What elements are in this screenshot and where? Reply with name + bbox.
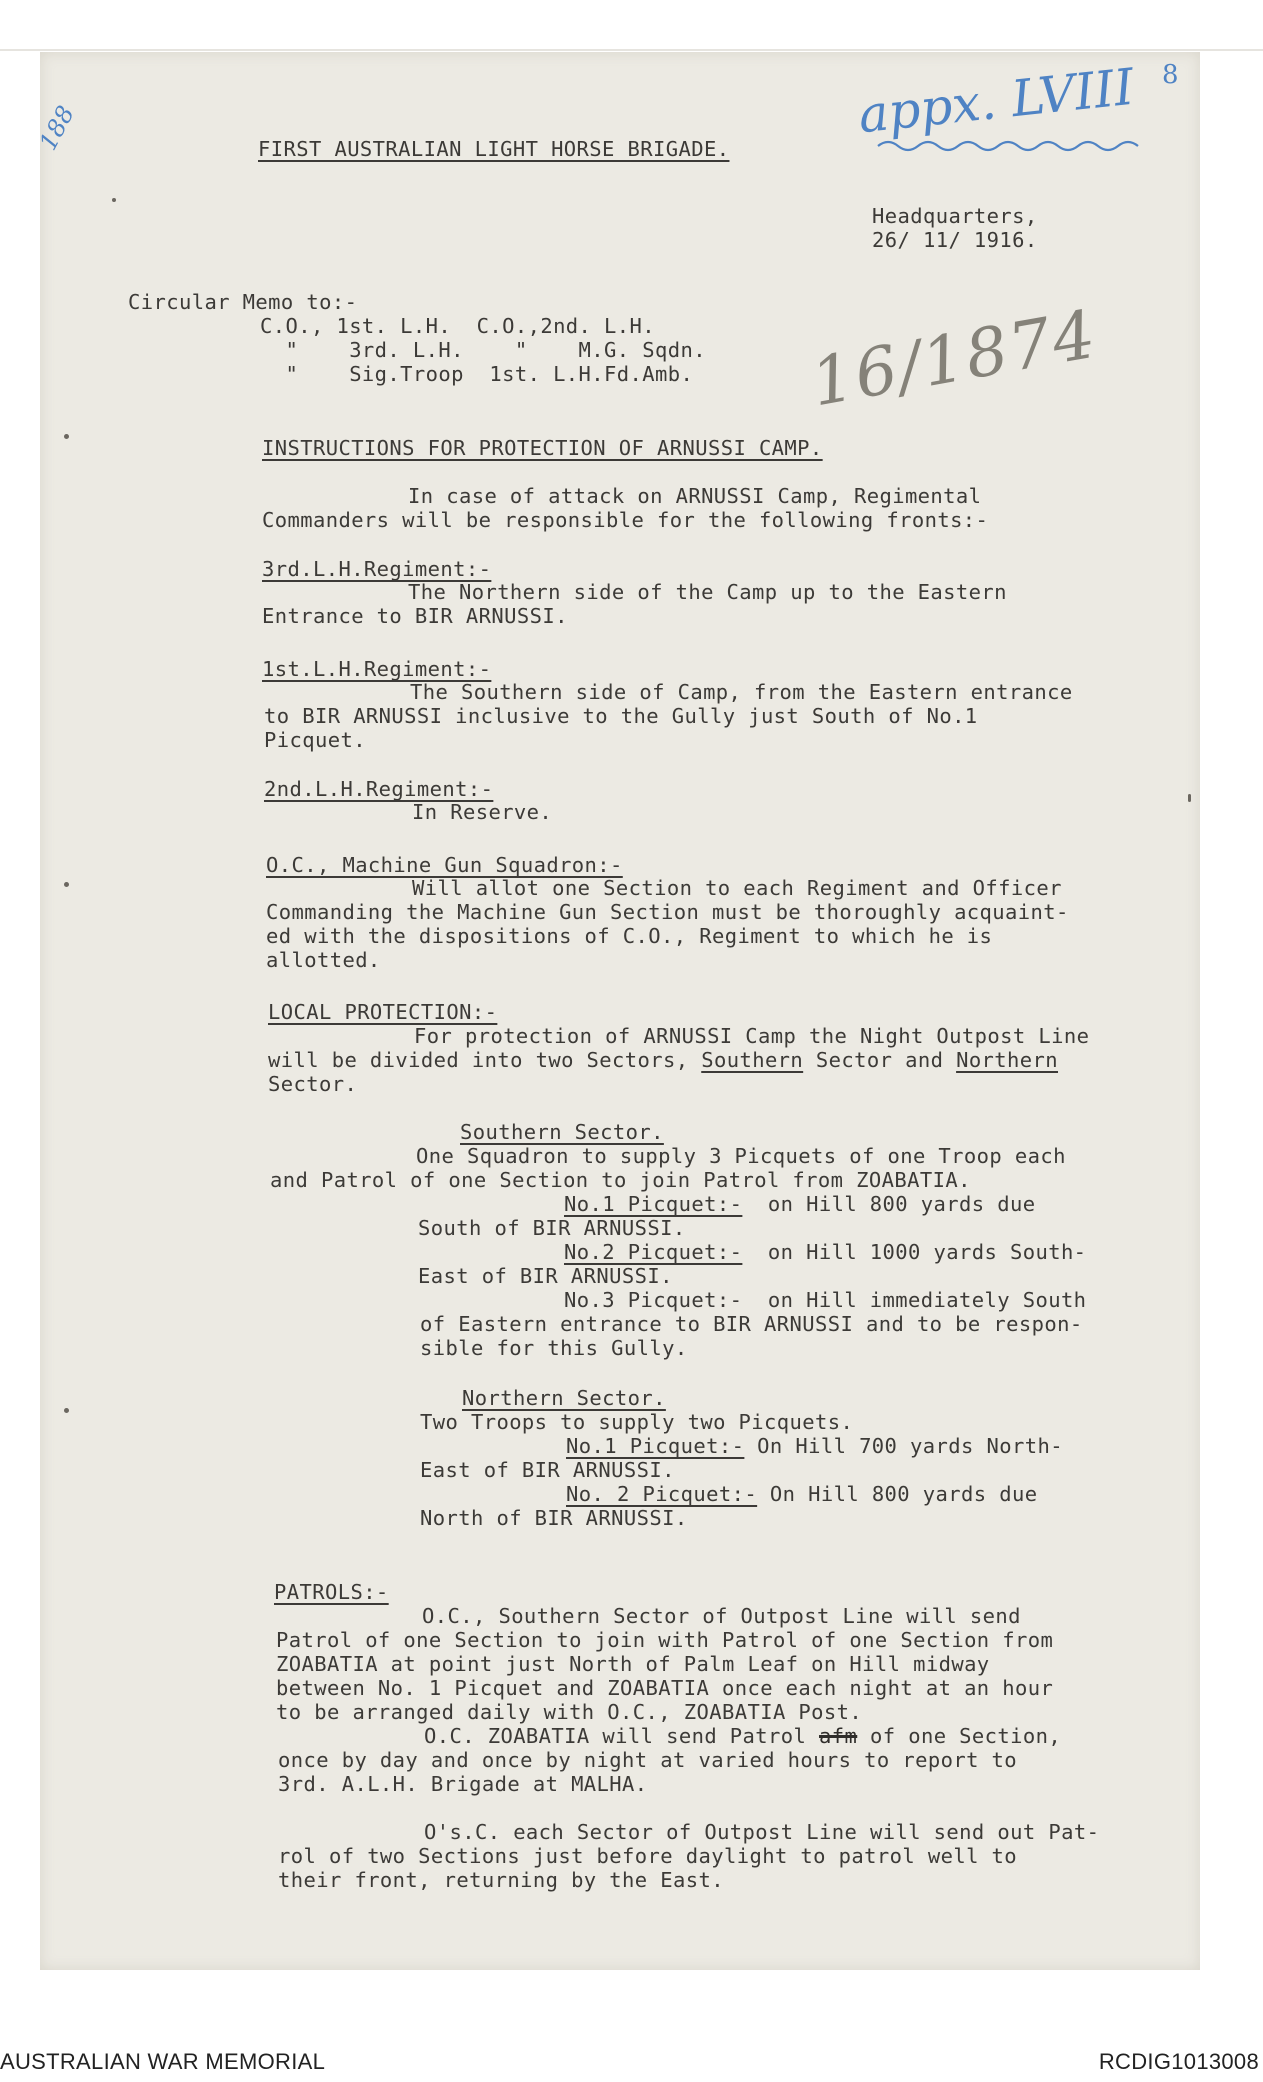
- mg-line: Commanding the Machine Gun Section must be thoroughly acquaint-: [266, 900, 1069, 924]
- patrols-line: ZOABATIA at point just North of Palm Leaf on Hill midway: [276, 1652, 990, 1676]
- top-border-line: [0, 49, 1263, 51]
- southern-line: and Patrol of one Section to join Patrol from ZOABATIA.: [270, 1168, 971, 1192]
- mg-line: allotted.: [266, 948, 381, 972]
- patrols-line: [424, 1724, 1061, 1748]
- appendix-annotation: appx. LVIII: [855, 57, 1137, 145]
- patrols-line: their front, returning by the East.: [278, 1868, 724, 1892]
- picquet-label: No.2 Picquet:-: [564, 1240, 743, 1264]
- picquet-text: On Hill 800 yards due: [757, 1482, 1038, 1506]
- patrols-line: 3rd. A.L.H. Brigade at MALHA.: [278, 1772, 648, 1796]
- intro-line: In case of attack on ARNUSSI Camp, Regimental: [408, 484, 982, 508]
- picquet-label: No. 2 Picquet:-: [566, 1482, 758, 1506]
- patrols-line: once by day and once by night at varied hours to report to: [278, 1748, 1018, 1772]
- intro-line: Commanders will be responsible for the following fronts:-: [262, 508, 989, 532]
- margin-number: 188: [33, 101, 81, 155]
- addressee-line: C.O., 1st. L.H. C.O.,2nd. L.H.: [260, 314, 656, 338]
- mg-line: Will allot one Section to each Regiment and Officer: [412, 876, 1062, 900]
- northern-picquet-1-cont: East of BIR ARNUSSI.: [420, 1458, 675, 1482]
- southern-picquet-1: [564, 1192, 1035, 1216]
- reg3-line: The Northern side of the Camp up to the Eastern: [408, 580, 1007, 604]
- northern-line: Two Troops to supply two Picquets.: [420, 1410, 854, 1434]
- footer-left: AUSTRALIAN WAR MEMORIAL: [0, 2049, 326, 2074]
- local-line: Sector.: [268, 1072, 358, 1096]
- patrols-line: rol of two Sections just before daylight to patrol well to: [278, 1844, 1018, 1868]
- local-line: For protection of ARNUSSI Camp the Night Outpost Line: [414, 1024, 1090, 1048]
- addressee-line: " Sig.Troop 1st. L.H.Fd.Amb.: [260, 362, 694, 386]
- local-line-part: Sector and: [803, 1048, 957, 1072]
- picquet-label: No.1 Picquet:-: [566, 1434, 745, 1458]
- paper-speck: [64, 882, 69, 887]
- local-line: [268, 1048, 1058, 1072]
- patrols-line: O's.C. each Sector of Outpost Line will send out Pat-: [424, 1820, 1100, 1844]
- local-line-part: will be divided into two Sectors,: [268, 1048, 702, 1072]
- patrols-line-part: O.C. ZOABATIA will send Patrol: [424, 1724, 820, 1748]
- northern-word: Northern: [956, 1048, 1059, 1072]
- southern-line: One Squadron to supply 3 Picquets of one Troop each: [416, 1144, 1066, 1168]
- struck-text: afm: [819, 1724, 858, 1748]
- headquarters-label: Headquarters,: [872, 204, 1038, 228]
- mg-line: ed with the dispositions of C.O., Regiment to which he is: [266, 924, 993, 948]
- instructions-heading: INSTRUCTIONS FOR PROTECTION OF ARNUSSI CAMP.: [262, 436, 823, 460]
- reg1-line: The Southern side of Camp, from the Eastern entrance: [410, 680, 1073, 704]
- paper-speck: [64, 1408, 69, 1413]
- picquet-text: On Hill 700 yards North-: [744, 1434, 1063, 1458]
- document-page: [33, 52, 1200, 1970]
- memo-date: 26/ 11/ 1916.: [872, 228, 1038, 252]
- reg1-heading: 1st.L.H.Regiment:-: [262, 657, 492, 681]
- addressee-line: " 3rd. L.H. " M.G. Sqdn.: [260, 338, 706, 362]
- brigade-title: FIRST AUSTRALIAN LIGHT HORSE BRIGADE.: [258, 137, 730, 161]
- northern-sector-heading: Northern Sector.: [462, 1386, 666, 1410]
- southern-picquet-1-cont: South of BIR ARNUSSI.: [418, 1216, 686, 1240]
- paper-speck: [112, 198, 116, 202]
- picquet-text: on Hill 1000 yards South-: [742, 1240, 1087, 1264]
- reg2-line: In Reserve.: [412, 800, 553, 824]
- reg2-heading: 2nd.L.H.Regiment:-: [264, 777, 494, 801]
- reg3-line: Entrance to BIR ARNUSSI.: [262, 604, 568, 628]
- southern-word: Southern: [701, 1048, 804, 1072]
- paper-speck: [1188, 794, 1191, 802]
- reg3-heading: 3rd.L.H.Regiment:-: [262, 557, 492, 581]
- patrols-line: Patrol of one Section to join with Patrol of one Section from: [276, 1628, 1054, 1652]
- patrols-line: to be arranged daily with O.C., ZOABATIA Post.: [276, 1700, 863, 1724]
- southern-picquet-2-cont: East of BIR ARNUSSI.: [418, 1264, 673, 1288]
- southern-picquet-3-cont: sible for this Gully.: [420, 1336, 688, 1360]
- picquet-label: No.1 Picquet:-: [564, 1192, 743, 1216]
- appendix-wavy-underline: [876, 136, 1146, 156]
- southern-sector-heading: Southern Sector.: [460, 1120, 664, 1144]
- northern-picquet-1: [566, 1434, 1063, 1458]
- patrols-line-part: of one Section,: [857, 1724, 1062, 1748]
- northern-picquet-2: [566, 1482, 1037, 1506]
- picquet-text: on Hill 800 yards due: [742, 1192, 1036, 1216]
- reg1-line: Picquet.: [264, 728, 366, 752]
- footer-right: RCDIG1013008: [1098, 2049, 1259, 2074]
- local-protection-heading: LOCAL PROTECTION:-: [268, 1000, 498, 1024]
- patrols-line: between No. 1 Picquet and ZOABATIA once each night at an hour: [276, 1676, 1054, 1700]
- southern-picquet-3-cont: of Eastern entrance to BIR ARNUSSI and to be respon-: [420, 1312, 1083, 1336]
- paper-speck: [64, 434, 69, 439]
- memo-to-label: Circular Memo to:-: [128, 290, 358, 314]
- southern-picquet-3: No.3 Picquet:- on Hill immediately South: [564, 1288, 1087, 1312]
- patrols-line: O.C., Southern Sector of Outpost Line will send: [422, 1604, 1021, 1628]
- mg-heading: O.C., Machine Gun Squadron:-: [266, 853, 623, 877]
- file-number: 16/1874: [805, 295, 1103, 422]
- southern-picquet-2: [564, 1240, 1086, 1264]
- reg1-line: to BIR ARNUSSI inclusive to the Gully just South of No.1: [264, 704, 978, 728]
- patrols-heading: PATROLS:-: [274, 1580, 389, 1604]
- northern-picquet-2-cont: North of BIR ARNUSSI.: [420, 1506, 688, 1530]
- corner-digit: 8: [1162, 60, 1179, 90]
